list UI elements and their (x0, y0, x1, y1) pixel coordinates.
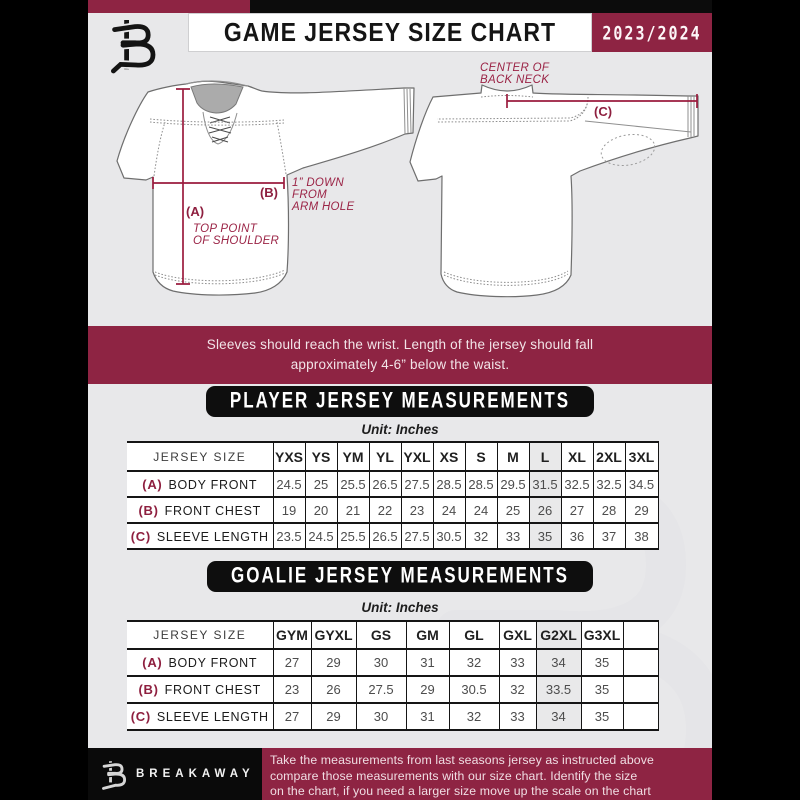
goalie-heading-label: GOALIE JERSEY MEASUREMENTS (231, 562, 569, 588)
row-label: (A) BODY FRONT (127, 649, 273, 676)
note-c-2: BACK NECK (480, 74, 550, 86)
table-row (127, 649, 658, 676)
row-key: (C) (130, 709, 151, 724)
row-label: (A) BODY FRONT (127, 471, 273, 497)
table-cell: 32 (449, 703, 499, 730)
column-header: 2XL (593, 442, 625, 471)
table-cell: 23.5 (273, 523, 305, 549)
table-cell: 35 (529, 523, 561, 549)
goalie-section-heading (88, 561, 712, 592)
table-cell: 26 (311, 676, 356, 703)
column-header: YL (369, 442, 401, 471)
table-cell: 34.5 (625, 471, 658, 497)
table-cell: 26.5 (369, 523, 401, 549)
note-b-2: FROM (292, 189, 328, 201)
player-section-heading (88, 386, 712, 417)
column-header: YM (337, 442, 369, 471)
table-cell: 25 (497, 497, 529, 523)
footer-line-2: compare those measurements with our size chart. Identify the size (270, 768, 638, 783)
table-cell: 24 (433, 497, 465, 523)
row-key: (C) (130, 528, 151, 544)
column-header: GS (356, 621, 406, 649)
table-row (127, 703, 658, 730)
column-header: 3XL (625, 442, 658, 471)
row-label: (B) FRONT CHEST (127, 676, 273, 703)
table-cell: 27 (561, 497, 593, 523)
player-size-table (127, 441, 659, 550)
table-cell: 29 (311, 649, 356, 676)
column-header (623, 621, 658, 649)
column-header: G2XL (536, 621, 581, 649)
table-cell: 19 (273, 497, 305, 523)
column-header: GM (406, 621, 449, 649)
table-cell: 33 (499, 649, 536, 676)
page (88, 0, 712, 800)
table-cell: 28.5 (465, 471, 497, 497)
goalie-unit-label: Unit: Inches (361, 600, 439, 615)
column-header: GYM (273, 621, 311, 649)
page-title: GAME JERSEY SIZE CHART (223, 17, 557, 47)
table-cell: 25.5 (337, 471, 369, 497)
row-key: (A) (142, 476, 163, 492)
table-cell: 32.5 (593, 471, 625, 497)
row-label: (C) SLEEVE LENGTH (127, 523, 273, 549)
row-key: (B) (138, 502, 159, 518)
goalie-size-table (127, 620, 659, 731)
table-cell: 20 (305, 497, 337, 523)
table-cell: 31 (406, 649, 449, 676)
note-a-1: TOP POINT (193, 223, 258, 235)
column-header: YXL (401, 442, 433, 471)
table-cell: 29.5 (497, 471, 529, 497)
back-jersey-outline (410, 85, 698, 297)
note-a-2: OF SHOULDER (193, 235, 280, 247)
table-cell: 31.5 (529, 471, 561, 497)
goalie-heading-pill (207, 561, 593, 592)
table-cell: 24 (465, 497, 497, 523)
table-cell: 21 (337, 497, 369, 523)
table-cell: 29 (406, 676, 449, 703)
table-cell: 23 (273, 676, 311, 703)
player-unit-label: Unit: Inches (361, 422, 439, 437)
column-header: GXL (499, 621, 536, 649)
table-cell: 33 (497, 523, 529, 549)
table-cell: 33.5 (536, 676, 581, 703)
table-cell: 27 (273, 649, 311, 676)
row-key: (B) (138, 682, 159, 697)
season-badge (592, 13, 712, 52)
season-label: 2023/2024 (602, 21, 702, 44)
table-cell: 30.5 (433, 523, 465, 549)
column-header: S (465, 442, 497, 471)
column-header: GL (449, 621, 499, 649)
table-cell: 27 (273, 703, 311, 730)
table-cell: 27.5 (401, 471, 433, 497)
banner-line-1: Sleeves should reach the wrist. Length of the jersey should fall (206, 337, 594, 352)
page-title-box (188, 13, 592, 52)
row-label: (B) FRONT CHEST (127, 497, 273, 523)
table-row (127, 523, 658, 549)
table-cell: 36 (561, 523, 593, 549)
footer-brand-logo-icon (102, 758, 128, 790)
row-label: (C) SLEEVE LENGTH (127, 703, 273, 730)
table-cell: 27.5 (401, 523, 433, 549)
table-cell: 33 (499, 703, 536, 730)
table-cell: 23 (401, 497, 433, 523)
size-header-label: JERSEY SIZE (127, 442, 273, 471)
table-cell: 32 (465, 523, 497, 549)
column-header: XL (561, 442, 593, 471)
table-cell: 35 (581, 676, 623, 703)
column-header: YXS (273, 442, 305, 471)
column-header: XS (433, 442, 465, 471)
table-cell: 35 (581, 703, 623, 730)
column-header: M (497, 442, 529, 471)
table-cell (623, 676, 658, 703)
table-cell: 32 (499, 676, 536, 703)
table-cell: 26.5 (369, 471, 401, 497)
table-cell: 38 (625, 523, 658, 549)
table-cell: 29 (625, 497, 658, 523)
table-cell: 30 (356, 649, 406, 676)
table-cell: 27.5 (356, 676, 406, 703)
jersey-diagram (88, 52, 712, 324)
label-c: (C) (594, 104, 613, 119)
table-cell: 30.5 (449, 676, 499, 703)
footer-instructions-box (262, 748, 712, 800)
table-row (127, 497, 658, 523)
table-cell (623, 703, 658, 730)
label-b: (B) (259, 185, 278, 200)
footer-brand-box (88, 748, 262, 800)
table-row (127, 471, 658, 497)
table-cell: 24.5 (273, 471, 305, 497)
column-header: GYXL (311, 621, 356, 649)
note-b-3: ARM HOLE (292, 201, 355, 213)
note-c-1: CENTER OF (480, 62, 550, 74)
footer (88, 748, 712, 800)
table-cell: 32 (449, 649, 499, 676)
table-cell: 28.5 (433, 471, 465, 497)
table-cell: 32.5 (561, 471, 593, 497)
row-key: (A) (142, 655, 163, 670)
fit-instructions-banner (88, 326, 712, 384)
table-cell: 34 (536, 649, 581, 676)
footer-line-1: Take the measurements from last seasons jersey as instructed above (270, 753, 654, 767)
table-cell: 25.5 (337, 523, 369, 549)
note-b-1: 1” DOWN (292, 177, 344, 189)
table-row (127, 676, 658, 703)
table-cell: 25 (305, 471, 337, 497)
footer-brand-label: BREAKAWAY (136, 768, 255, 780)
top-accent-maroon (88, 0, 250, 13)
table-cell: 26 (529, 497, 561, 523)
column-header: G3XL (581, 621, 623, 649)
table-cell: 35 (581, 649, 623, 676)
table-cell: 34 (536, 703, 581, 730)
footer-line-3: on the chart, if you need a larger size move up the scale on the chart (270, 784, 651, 799)
top-accent-strip (88, 0, 712, 13)
table-cell: 22 (369, 497, 401, 523)
table-cell: 31 (406, 703, 449, 730)
table-cell: 28 (593, 497, 625, 523)
table-cell: 37 (593, 523, 625, 549)
player-heading-label: PLAYER JERSEY MEASUREMENTS (229, 387, 571, 413)
column-header: YS (305, 442, 337, 471)
table-cell: 29 (311, 703, 356, 730)
table-cell (623, 649, 658, 676)
label-a: (A) (186, 204, 205, 219)
table-cell: 24.5 (305, 523, 337, 549)
banner-line-2: approximately 4-6” below the waist. (290, 357, 510, 372)
player-heading-pill (206, 386, 594, 417)
size-header-label: JERSEY SIZE (127, 621, 273, 649)
table-cell: 30 (356, 703, 406, 730)
column-header: L (529, 442, 561, 471)
